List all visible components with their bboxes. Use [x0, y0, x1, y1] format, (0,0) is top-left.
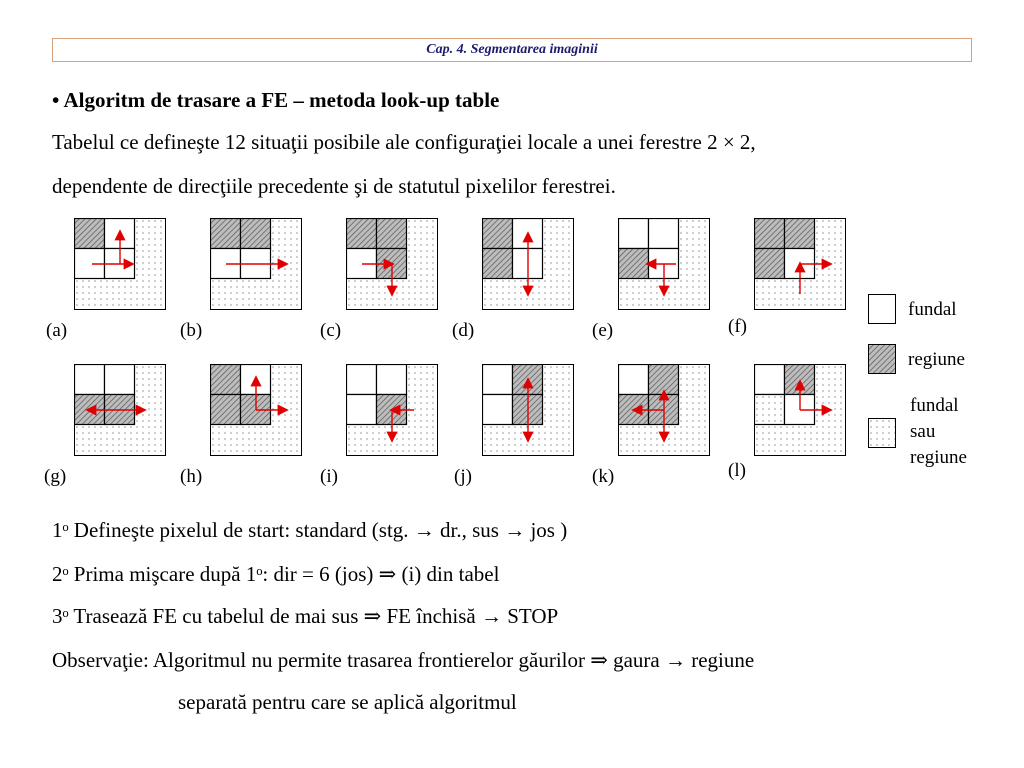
legend-either-label-2: sau: [910, 421, 936, 442]
legend-background-swatch: [868, 294, 896, 324]
config-diagram: [74, 218, 166, 310]
window-cell: [211, 365, 241, 395]
diagram-label: (a): [46, 320, 68, 341]
window-cell: [75, 219, 105, 249]
diagram-label: (i): [320, 466, 338, 487]
diagram-label: (e): [592, 320, 614, 341]
diagram-label: (b): [180, 320, 203, 341]
window-cell: [785, 219, 815, 249]
diagram-label: (k): [592, 466, 615, 487]
window-cell: [755, 395, 785, 425]
window-cell: [619, 365, 649, 395]
legend-either-label-3: regiune: [910, 447, 967, 468]
window-cell: [619, 219, 649, 249]
config-diagram: [618, 218, 710, 310]
legend-region-label: regiune: [908, 349, 965, 370]
legend-either-label-1: fundal: [910, 395, 959, 416]
legend-background-label: fundal: [908, 299, 957, 320]
window-cell: [483, 365, 513, 395]
config-diagram: [754, 218, 846, 310]
config-diagram: [346, 218, 438, 310]
window-cell: [377, 365, 407, 395]
window-cell: [483, 219, 513, 249]
window-cell: [347, 365, 377, 395]
diagram-label: (l): [728, 460, 746, 481]
intro-line-1: Tabelul ce defineşte 12 situaţii posibile ale configuraţiei locale a unei ferestre 2 × 2,: [52, 130, 756, 154]
window-cell: [211, 219, 241, 249]
window-cell: [755, 365, 785, 395]
config-diagram: [618, 364, 710, 456]
window-cell: [649, 219, 679, 249]
window-cell: [75, 365, 105, 395]
window-cell: [105, 365, 135, 395]
window-cell: [377, 219, 407, 249]
diagram-label: (c): [320, 320, 342, 341]
window-cell: [483, 395, 513, 425]
config-diagram: [210, 218, 302, 310]
window-cell: [649, 365, 679, 395]
diagram-label: (j): [454, 466, 472, 487]
window-cell: [211, 395, 241, 425]
legend-region-swatch: [868, 344, 896, 374]
config-diagram: [482, 218, 574, 310]
config-diagram: [346, 364, 438, 456]
window-cell: [755, 219, 785, 249]
observation-line-1: Observaţie: Algoritmul nu permite trasarea frontierelor găurilor ⇒ gaura → regiune: [52, 648, 755, 672]
config-diagram: [754, 364, 846, 456]
section-heading: [52, 88, 499, 113]
diagram-label: (f): [728, 316, 747, 337]
intro-line-2: dependente de direcţiile precedente şi de statutul pixelilor ferestrei.: [52, 174, 616, 198]
config-diagram: [210, 364, 302, 456]
window-cell: [755, 249, 785, 279]
diagram-label: (d): [452, 320, 475, 341]
window-cell: [347, 395, 377, 425]
config-diagram: [74, 364, 166, 456]
config-diagram: [482, 364, 574, 456]
window-cell: [347, 219, 377, 249]
observation-line-2: separată pentru care se aplică algoritmul: [178, 690, 517, 714]
step-3: 3ᵒ Trasează FE cu tabelul de mai sus ⇒ FE închisă → STOP: [52, 604, 559, 628]
bullet: •: [52, 88, 60, 112]
step-2: 2ᵒ Prima mişcare după 1ᵒ: dir = 6 (jos) ⇒ (i) din tabel: [52, 562, 500, 586]
diagram-label: (h): [180, 466, 203, 487]
legend-either-swatch: [868, 418, 896, 448]
diagram-label: (g): [44, 466, 67, 487]
step-1: 1ᵒ Defineşte pixelul de start: standard (stg. → dr., sus → jos ): [52, 518, 568, 542]
window-cell: [619, 249, 649, 279]
window-cell: [483, 249, 513, 279]
window-cell: [241, 219, 271, 249]
page-header: Cap. 4. Segmentarea imaginii: [52, 38, 972, 62]
heading-text: Algoritm de trasare a FE – metoda look-up table: [63, 88, 500, 112]
